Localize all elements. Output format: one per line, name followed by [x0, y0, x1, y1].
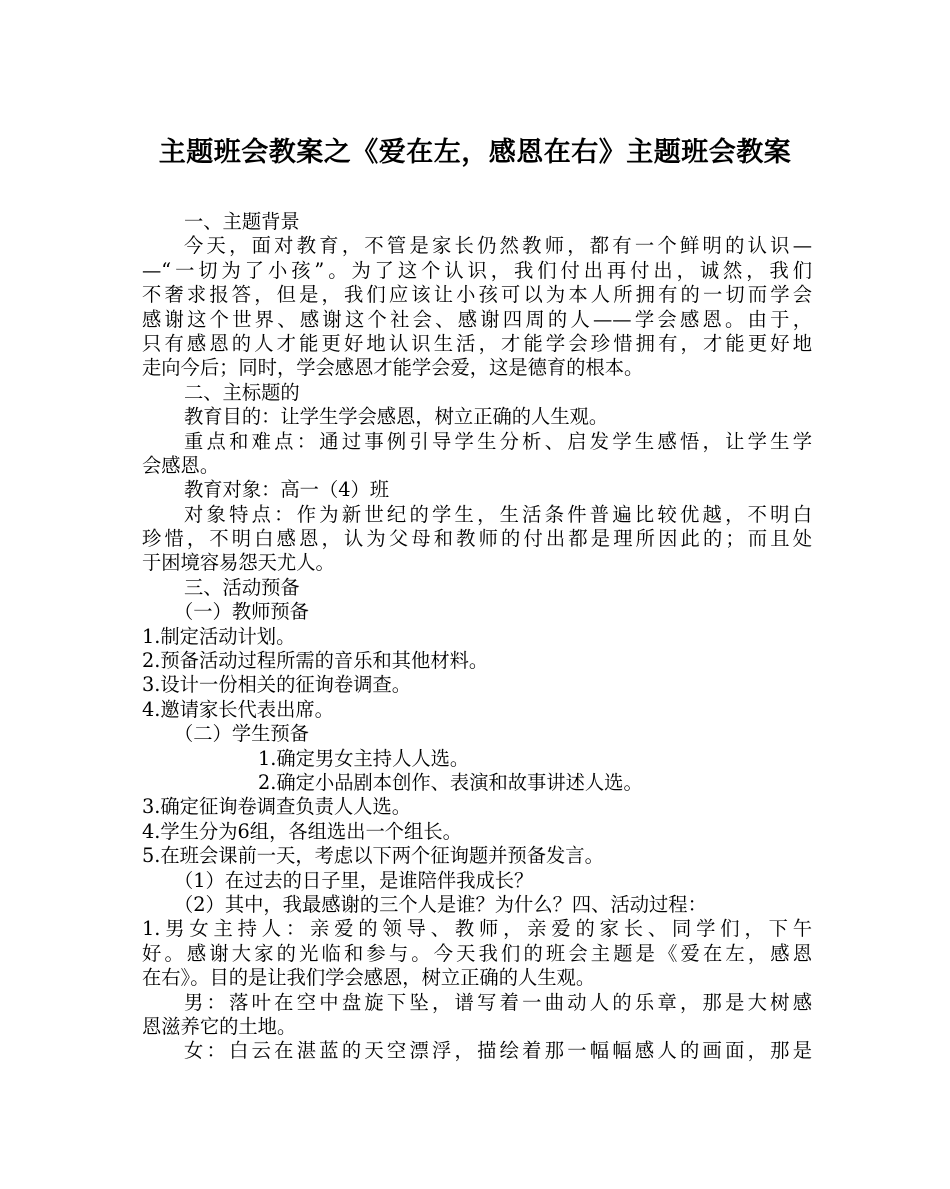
paragraph-line: 在右》。目的是让我们学会感恩，树立正确的人生观。: [142, 966, 596, 990]
list-item: （2）其中，我最感谢的三个人是谁？为什么？四、活动过程：: [174, 892, 707, 916]
section-heading: 一、主题背景: [184, 210, 300, 233]
paragraph-line: 会感恩。: [142, 453, 220, 477]
paragraph-line: 重点和难点：通过事例引导学生分析、启发学生感悟，让学生学: [184, 429, 812, 453]
paragraph-line: 不奢求报答，但是，我们应该让小孩可以为本人所拥有的一切而学会: [142, 283, 812, 307]
list-item: 1.确定男女主持人人选。: [258, 746, 470, 770]
section-heading: 三、活动预备: [184, 575, 300, 599]
paragraph-line: 教育对象：高一（4）班: [184, 478, 390, 502]
list-item: 5.在班会课前一天，考虑以下两个征询题并预备发言。: [142, 844, 604, 868]
list-item: 4.邀请家长代表出席。: [142, 697, 334, 721]
paragraph-line: 对象特点：作为新世纪的学生，生活条件普遍比较优越，不明白: [184, 502, 812, 526]
paragraph-line: 1.男女主持人：亲爱的领导、教师，亲爱的家长、同学们，下午: [142, 917, 812, 941]
paragraph-line: 女：白云在湛蓝的天空漂浮，描绘着那一幅幅感人的画面，那是: [184, 1039, 812, 1063]
subsection-heading: （一）教师预备: [174, 600, 309, 624]
document-title: 主题班会教案之《爱在左，感恩在右》主题班会教案: [158, 137, 792, 168]
paragraph-line: 于困境容易怨天尤人。: [142, 551, 335, 575]
paragraph-line: 珍惜，不明白感恩，认为父母和教师的付出都是理所因此的；而且处: [142, 527, 812, 551]
paragraph-line: 好。感谢大家的光临和参与。今天我们的班会主题是《爱在左，感恩: [142, 941, 812, 965]
document-body: [142, 210, 812, 1064]
subsection-heading: （二）学生预备: [174, 722, 309, 746]
paragraph-line: —“一切为了小孩”。为了这个认识，我们付出再付出，诚然，我们: [142, 258, 812, 282]
paragraph-line: 感谢这个世界、感谢这个社会、感谢四周的人——学会感恩。由于，: [142, 307, 812, 331]
list-item: 2.预备活动过程所需的音乐和其他材料。: [142, 649, 489, 673]
paragraph-line: 恩滋养它的土地。: [142, 1014, 297, 1038]
paragraph-line: 教育目的：让学生学会感恩，树立正确的人生观。: [184, 405, 609, 429]
list-item: 3.设计一份相关的征询卷调查。: [142, 673, 412, 697]
list-item: 3.确定征询卷调查负责人人选。: [142, 795, 412, 819]
paragraph-line: 今天，面对教育，不管是家长仍然教师，都有一个鲜明的认识—: [184, 234, 812, 258]
list-item: 2.确定小品剧本创作、表演和故事讲述人选。: [258, 770, 643, 794]
list-item: （1）在过去的日子里，是谁陪伴我成长？: [174, 868, 534, 892]
paragraph-line: 男：落叶在空中盘旋下坠，谱写着一曲动人的乐章，那是大树感: [184, 990, 812, 1014]
list-item: 4.学生分为6组，各组选出一个组长。: [142, 819, 462, 843]
section-heading: 二、主标题的: [184, 380, 300, 404]
paragraph-line: 走向今后；同时，学会感恩才能学会爱，这是德育的根本。: [142, 356, 644, 380]
paragraph-line: 只有感恩的人才能更好地认识生活，才能学会珍惜拥有，才能更好地: [142, 331, 812, 355]
list-item: 1.制定活动计划。: [142, 624, 296, 648]
